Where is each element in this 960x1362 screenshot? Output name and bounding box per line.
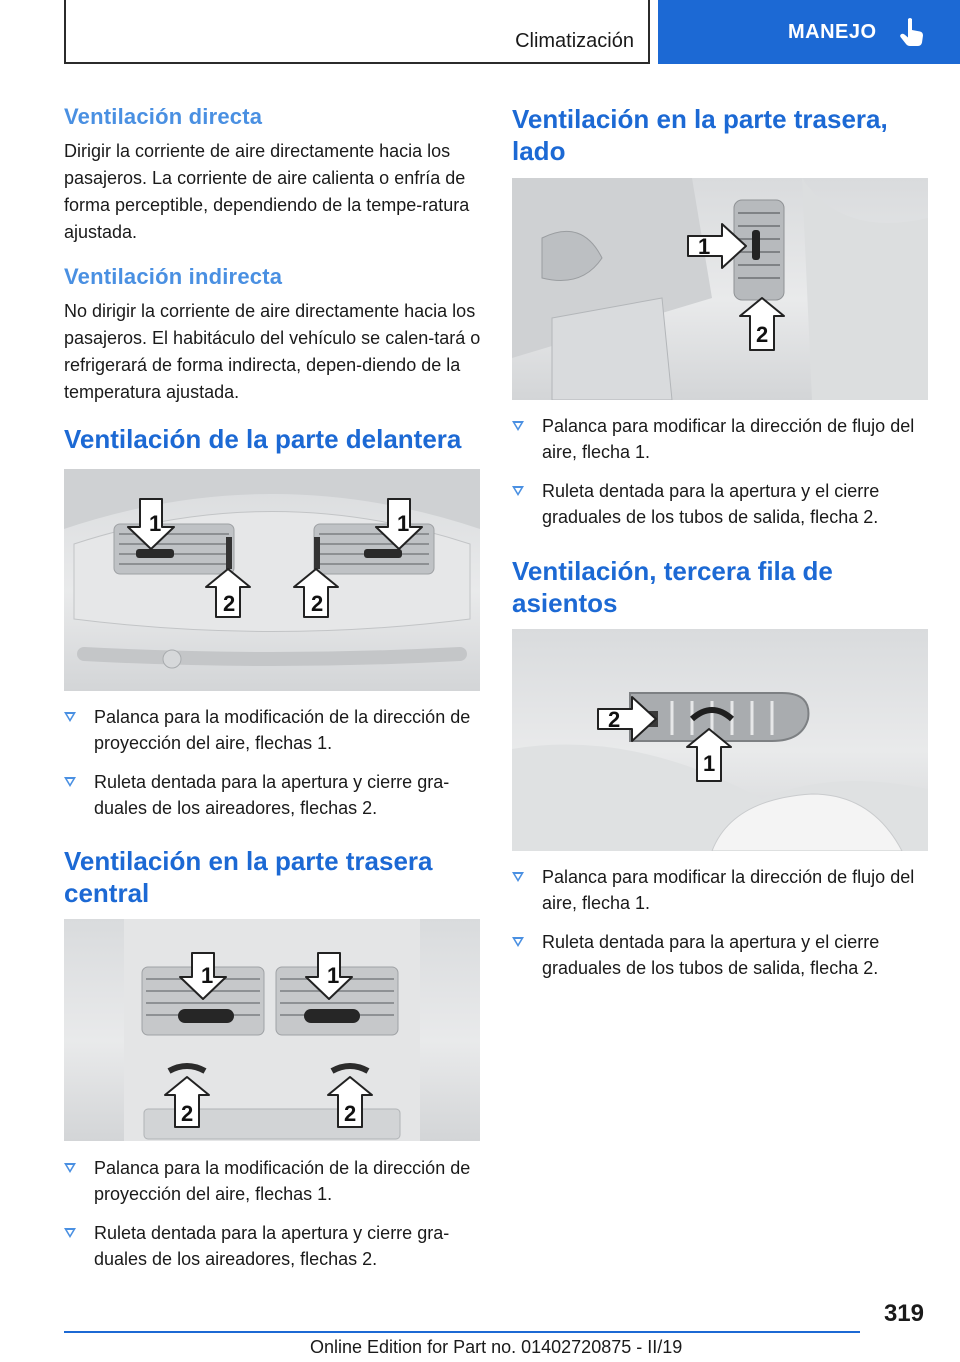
rear-central-figure-callout: 2 bbox=[344, 1101, 357, 1126]
header-chapter-tab[interactable] bbox=[658, 0, 960, 64]
rear-central-vent-list bbox=[64, 1155, 484, 1285]
front-vent-list bbox=[64, 704, 484, 834]
indirect-vent-heading: Ventilación indirecta bbox=[64, 264, 283, 289]
rear-central-vent-heading: Ventilación en la parte trasera central bbox=[64, 846, 433, 908]
front-vent-heading: Ventilación de la parte delantera bbox=[64, 424, 462, 454]
front-figure-callout: 1 bbox=[149, 511, 162, 536]
third-row-vent-figure bbox=[512, 629, 928, 851]
triangle-bullet-icon bbox=[64, 712, 76, 722]
list-item: Ruleta dentada para la apertura y cierre gra-duales de los aireadores, flechas 2. bbox=[64, 769, 484, 821]
direct-vent-text: Dirigir la corriente de aire directamente hacia los pasajeros. La corriente de aire calienta o enfría de forma perceptible, dependiendo de la tempe-ratura ajustada. bbox=[64, 141, 470, 242]
header-section-box bbox=[64, 0, 650, 64]
triangle-bullet-icon bbox=[512, 421, 524, 431]
indirect-vent-text: No dirigir la corriente de aire directamente hacia los pasajeros. El habitáculo del vehículo se calen-tará o refrigerará de forma indirecta, depen-diendo de la temperatura ajustada. bbox=[64, 301, 481, 402]
triangle-bullet-icon bbox=[512, 872, 524, 882]
rear-side-figure-callout: 2 bbox=[756, 322, 769, 347]
list-item: Palanca para modificar la dirección de flujo del aire, flecha 1. bbox=[512, 864, 932, 916]
header-chapter-label: MANEJO bbox=[788, 20, 877, 43]
list-item: Ruleta dentada para la apertura y cierre gra-duales de los aireadores, flechas 2. bbox=[64, 1220, 484, 1272]
list-item: Ruleta dentada para la apertura y el cierre graduales de los tubos de salida, flecha 2. bbox=[512, 929, 932, 981]
triangle-bullet-icon bbox=[64, 1228, 76, 1238]
rear-side-vent-heading: Ventilación en la parte trasera, lado bbox=[512, 104, 888, 166]
rear-central-figure-callout: 2 bbox=[181, 1101, 194, 1126]
page-number: 319 bbox=[883, 1300, 924, 1327]
list-item: Palanca para la modificación de la dirección de proyección del aire, flechas 1. bbox=[64, 704, 484, 756]
rear-central-vents-figure bbox=[64, 919, 480, 1141]
list-item: Palanca para la modificación de la dirección de proyección del aire, flechas 1. bbox=[64, 1155, 484, 1207]
triangle-bullet-icon bbox=[64, 1163, 76, 1173]
front-figure-callout: 2 bbox=[223, 591, 236, 616]
footer-edition: Online Edition for Part no. 01402720875 - II/19 bbox=[310, 1337, 683, 1357]
rear-central-figure-callout: 1 bbox=[201, 963, 214, 988]
rear-side-vent-figure bbox=[512, 178, 928, 400]
third-row-vent-heading: Ventilación, tercera fila de asientos bbox=[512, 556, 833, 618]
list-item: Ruleta dentada para la apertura y el cierre graduales de los tubos de salida, flecha 2. bbox=[512, 478, 932, 530]
triangle-bullet-icon bbox=[512, 486, 524, 496]
footer-divider bbox=[64, 1331, 860, 1333]
triangle-bullet-icon bbox=[512, 937, 524, 947]
third-row-figure-callout: 2 bbox=[608, 707, 621, 732]
header-section-title: Climatización bbox=[515, 30, 634, 52]
triangle-bullet-icon bbox=[64, 777, 76, 787]
rear-side-figure-callout: 1 bbox=[698, 234, 711, 259]
direct-vent-heading: Ventilación directa bbox=[64, 104, 263, 129]
front-vents-figure bbox=[64, 469, 480, 691]
pointing-hand-icon bbox=[899, 17, 925, 47]
front-figure-callout: 1 bbox=[397, 511, 410, 536]
rear-side-vent-list bbox=[512, 413, 932, 543]
list-item: Palanca para modificar la dirección de flujo del aire, flecha 1. bbox=[512, 413, 932, 465]
rear-central-figure-callout: 1 bbox=[327, 963, 340, 988]
third-row-figure-callout: 1 bbox=[703, 751, 716, 776]
third-row-vent-list bbox=[512, 864, 932, 994]
front-figure-callout: 2 bbox=[311, 591, 324, 616]
